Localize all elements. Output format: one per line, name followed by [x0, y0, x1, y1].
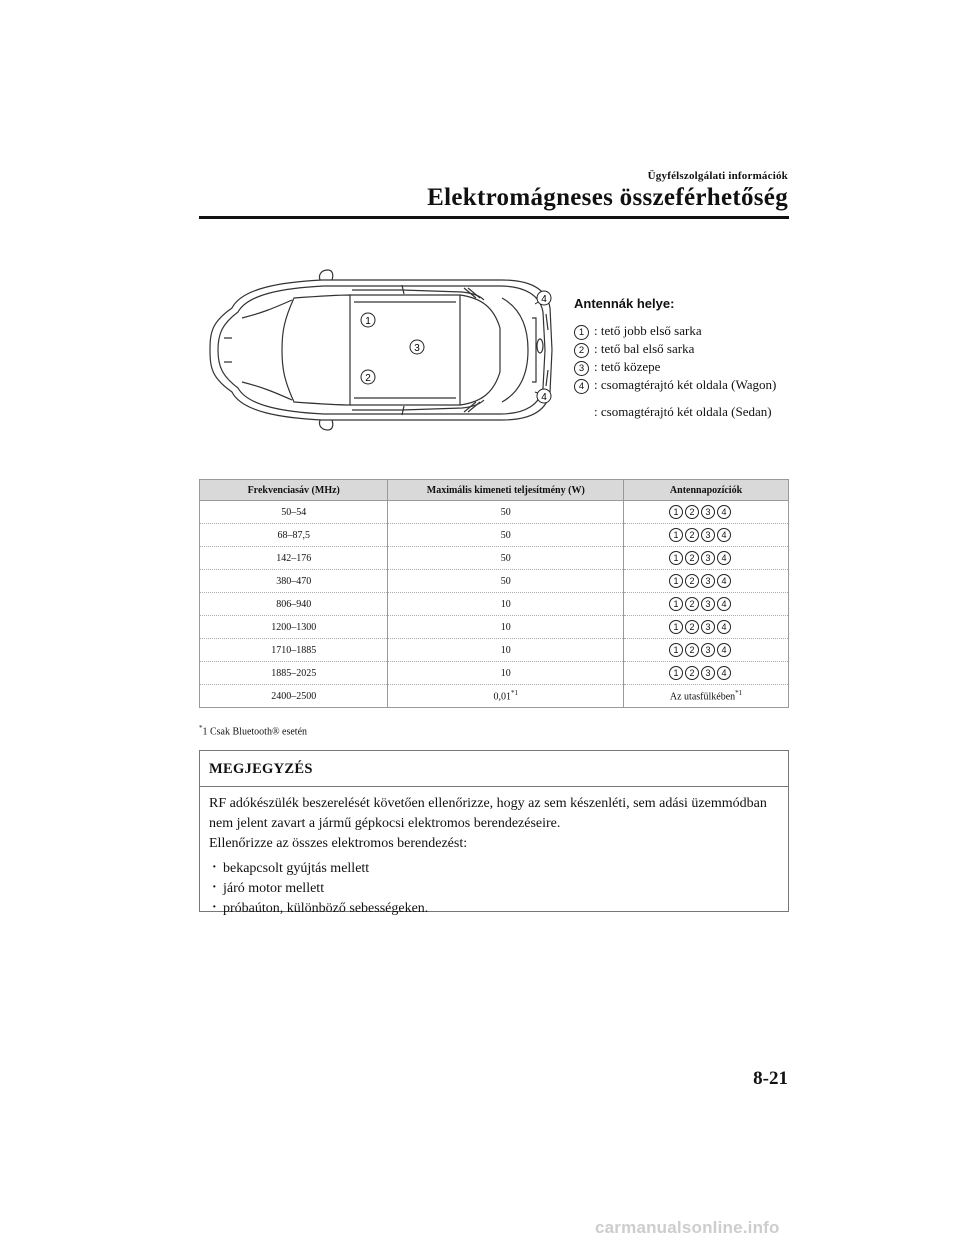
cell-positions	[624, 593, 789, 616]
cell-band: 1885–2025	[200, 662, 388, 685]
cell-positions	[624, 524, 789, 547]
footnote-ref: *1	[511, 689, 519, 698]
cell-band: 50–54	[200, 501, 388, 524]
footnote-ref: *1	[735, 689, 743, 698]
cell-power: 50	[388, 547, 624, 570]
position-number: 2	[685, 528, 699, 542]
cell-band: 806–940	[200, 593, 388, 616]
table-header-row	[200, 480, 789, 501]
list-item: · járó motor mellett	[209, 879, 778, 899]
cell-band: 380–470	[200, 570, 388, 593]
position-number: 3	[701, 666, 715, 680]
position-number: 3	[701, 574, 715, 588]
cell-positions	[624, 547, 789, 570]
table-row	[200, 593, 789, 616]
position-number: 2	[685, 597, 699, 611]
position-number: 1	[669, 574, 683, 588]
position-number: 1	[669, 620, 683, 634]
position-number: 3	[701, 551, 715, 565]
cell-power: 10	[388, 616, 624, 639]
legend-item	[574, 322, 789, 340]
position-number: 3	[701, 597, 715, 611]
position-number: 4	[574, 379, 589, 394]
page-number: 8-21	[753, 1068, 788, 1089]
marker-4-top: 4	[541, 294, 547, 305]
cell-positions	[624, 639, 789, 662]
footnote	[199, 724, 307, 737]
position-number: 3	[701, 505, 715, 519]
position-number: 4	[717, 597, 731, 611]
position-number: 2	[685, 666, 699, 680]
cell-band: 1710–1885	[200, 639, 388, 662]
position-number: 4	[717, 620, 731, 634]
legend-item	[574, 358, 789, 376]
position-number: 2	[574, 343, 589, 358]
note-box	[199, 750, 789, 916]
position-number: 1	[669, 666, 683, 680]
position-number: 2	[685, 620, 699, 634]
table-row	[200, 639, 789, 662]
cell-band: 2400–2500	[200, 685, 388, 708]
position-number: 4	[717, 551, 731, 565]
position-number: 1	[669, 551, 683, 565]
cell-positions	[624, 685, 789, 708]
table-row	[200, 616, 789, 639]
footnote-text: 1 Csak Bluetooth® esetén	[202, 726, 308, 738]
position-number: 1	[669, 597, 683, 611]
position-number: 4	[717, 505, 731, 519]
column-header-band: Frekvenciasáv (MHz)	[200, 480, 388, 501]
antenna-legend	[574, 295, 789, 421]
position-number: 3	[701, 620, 715, 634]
position-number: 1	[669, 528, 683, 542]
legend-item	[574, 376, 789, 394]
table-row	[200, 685, 789, 708]
cell-power: 50	[388, 570, 624, 593]
cell-band: 68–87,5	[200, 524, 388, 547]
position-number: 1	[574, 325, 589, 340]
cell-power	[388, 685, 624, 708]
cell-power: 10	[388, 639, 624, 662]
table-row	[200, 524, 789, 547]
legend-text: : tető közepe	[594, 359, 661, 374]
legend-item	[574, 403, 789, 421]
marker-4-bottom: 4	[541, 392, 547, 403]
note-heading: MEGJEGYZÉS	[200, 751, 788, 787]
position-number: 4	[717, 643, 731, 657]
cell-positions	[624, 501, 789, 524]
cell-band: 142–176	[200, 547, 388, 570]
marker-1: 1	[365, 316, 371, 327]
table-row	[200, 547, 789, 570]
cell-band: 1200–1300	[200, 616, 388, 639]
cell-power-value: 0,01	[493, 691, 512, 703]
frequency-table	[199, 479, 789, 708]
car-top-view-diagram	[202, 268, 562, 433]
position-number: 2	[685, 505, 699, 519]
legend-item	[574, 340, 789, 358]
marker-2: 2	[365, 373, 371, 384]
legend-text: : tető jobb első sarka	[594, 323, 702, 338]
title-divider	[199, 216, 789, 219]
cell-positions	[624, 570, 789, 593]
position-number: 4	[717, 574, 731, 588]
position-number: 1	[669, 643, 683, 657]
legend-text: : csomagtérajtó két oldala (Sedan)	[594, 404, 772, 419]
column-header-positions: Antennapozíciók	[624, 480, 789, 501]
position-number: 2	[685, 643, 699, 657]
page-title: Elektromágneses összeférhetőség	[427, 184, 788, 211]
legend-text: : csomagtérajtó két oldala (Wagon)	[594, 377, 777, 392]
table-row	[200, 662, 789, 685]
section-label: Ügyfélszolgálati információk	[647, 170, 788, 182]
cell-positions	[624, 662, 789, 685]
note-paragraph: RF adókészülék beszerelését követően ellenőrizze, hogy az sem készenléti, sem adási üzemmódban nem jelent zavart a jármű gépkocsi elektromos berendezéseire.	[209, 796, 767, 831]
cell-power: 10	[388, 593, 624, 616]
cell-power: 10	[388, 662, 624, 685]
legend-text: : tető bal első sarka	[594, 341, 695, 356]
cell-position-text: Az utasfülkében	[669, 691, 736, 703]
position-number: 3	[701, 643, 715, 657]
position-number: 3	[701, 528, 715, 542]
cell-power: 50	[388, 524, 624, 547]
position-number: 3	[574, 361, 589, 376]
watermark: carmanualsonline.info	[595, 1218, 780, 1237]
position-number: 4	[717, 666, 731, 680]
position-number: 1	[669, 505, 683, 519]
column-header-power: Maximális kimeneti teljesítmény (W)	[388, 480, 624, 501]
table-row	[200, 501, 789, 524]
footnote-mark: *	[199, 724, 203, 732]
note-bullet-list	[209, 859, 778, 919]
cell-positions	[624, 616, 789, 639]
marker-3: 3	[414, 343, 420, 354]
legend-title: Antennák helye:	[574, 296, 675, 311]
list-item: · próbaúton, különböző sebességeken.	[209, 899, 778, 919]
position-number: 4	[717, 528, 731, 542]
note-intro: Ellenőrizze az összes elektromos berendezést:	[209, 836, 468, 851]
position-number: 2	[685, 574, 699, 588]
cell-power: 50	[388, 501, 624, 524]
position-number: 2	[685, 551, 699, 565]
list-item: · bekapcsolt gyújtás mellett	[209, 859, 778, 879]
table-row	[200, 570, 789, 593]
